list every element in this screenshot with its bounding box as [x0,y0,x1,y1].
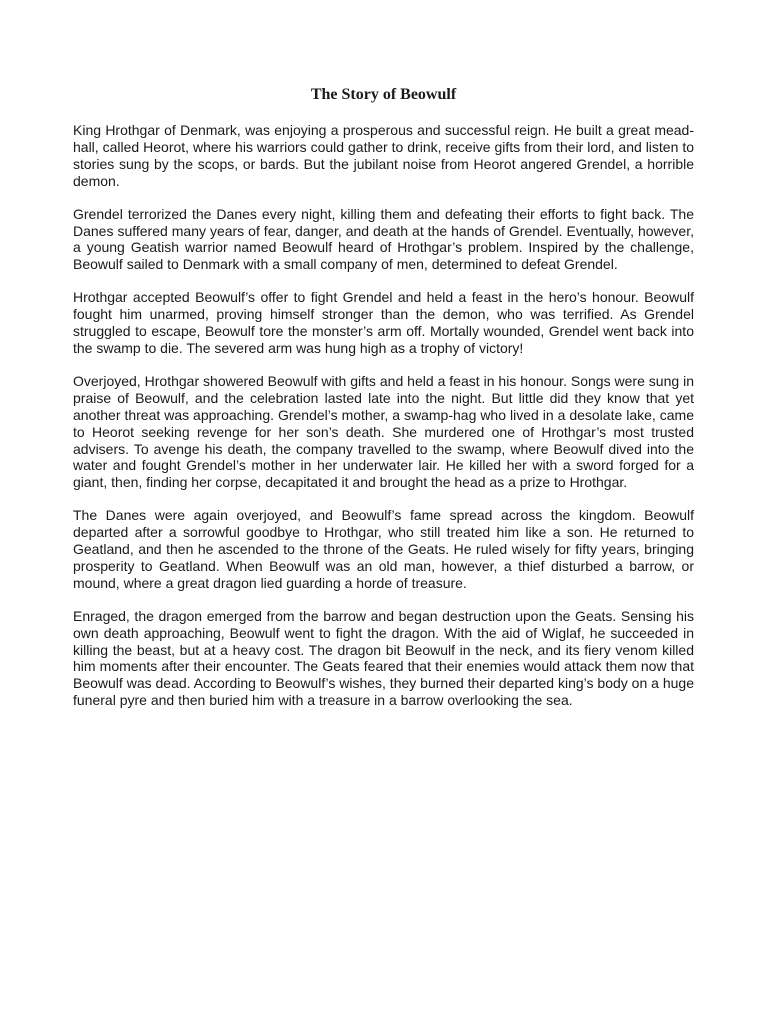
paragraph-1: King Hrothgar of Denmark, was enjoying a prosperous and successful reign. He built a great mead-hall, called Heorot, where his warriors could gather to drink, receive gifts from their lord, and listen to stories sung by the scops, or bards. But the jubilant noise from Heorot angered Grendel, a horrible demon. [73,122,694,189]
paragraph-3: Hrothgar accepted Beowulf’s offer to fight Grendel and held a feast in the hero’s honour. Beowulf fought him unarmed, proving himself stronger than the demon, who was terrified. As Grendel struggled to escape, Beowulf tore the monster’s arm off. Mortally wounded, Grendel went back into the swamp to die. The severed arm was hung high as a trophy of victory! [73,289,694,356]
document-title: The Story of Beowulf [310,86,457,103]
document-page [73,85,694,725]
paragraph-5: The Danes were again overjoyed, and Beowulf’s fame spread across the kingdom. Beowulf departed after a sorrowful goodbye to Hrothgar, who still treated him like a son. He returned to Geatland, and then he ascended to the throne of the Geats. He ruled wisely for fifty years, bringing prosperity to Geatland. When Beowulf was an old man, however, a thief disturbed a barrow, or mound, where a great dragon lied guarding a horde of treasure. [73,507,694,591]
paragraph-2: Grendel terrorized the Danes every night, killing them and defeating their efforts to fight back. The Danes suffered many years of fear, danger, and death at the hands of Grendel. Eventually, however, a young Geatish warrior named Beowulf heard of Hrothgar’s problem. Inspired by the challenge, Beowulf sailed to Denmark with a small company of men, determined to defeat Grendel. [73,205,694,273]
paragraph-4: Overjoyed, Hrothgar showered Beowulf with gifts and held a feast in his honour. Songs were sung in praise of Beowulf, and the celebration lasted late into the night. But little did they know that yet another threat was approaching. Grendel’s mother, a swamp-hag who lived in a desolate lake, came to Heorot seeking revenge for her son’s death. She murdered one of Hrothgar’s most trusted advisers. To avenge his death, the company travelled to the swamp, where Beowulf dived into the water and fought Grendel’s mother in her underwater lair. He killed her with a sword forged for a giant, then, finding her corpse, decapitated it and brought the head as a prize to Hrothgar. [73,372,694,491]
paragraph-6: Enraged, the dragon emerged from the barrow and began destruction upon the Geats. Sensing his own death approaching, Beowulf went to fight the dragon. With the aid of Wiglaf, he succeeded in killing the beast, but at a heavy cost. The dragon bit Beowulf in the neck, and its fiery venom killed him moments after their encounter. The Geats feared that their enemies would attack them now that Beowulf was dead. According to Beowulf’s wishes, they burned their departed king’s body on a huge funeral pyre and then buried him with a treasure in a barrow overlooking the sea. [73,607,694,709]
